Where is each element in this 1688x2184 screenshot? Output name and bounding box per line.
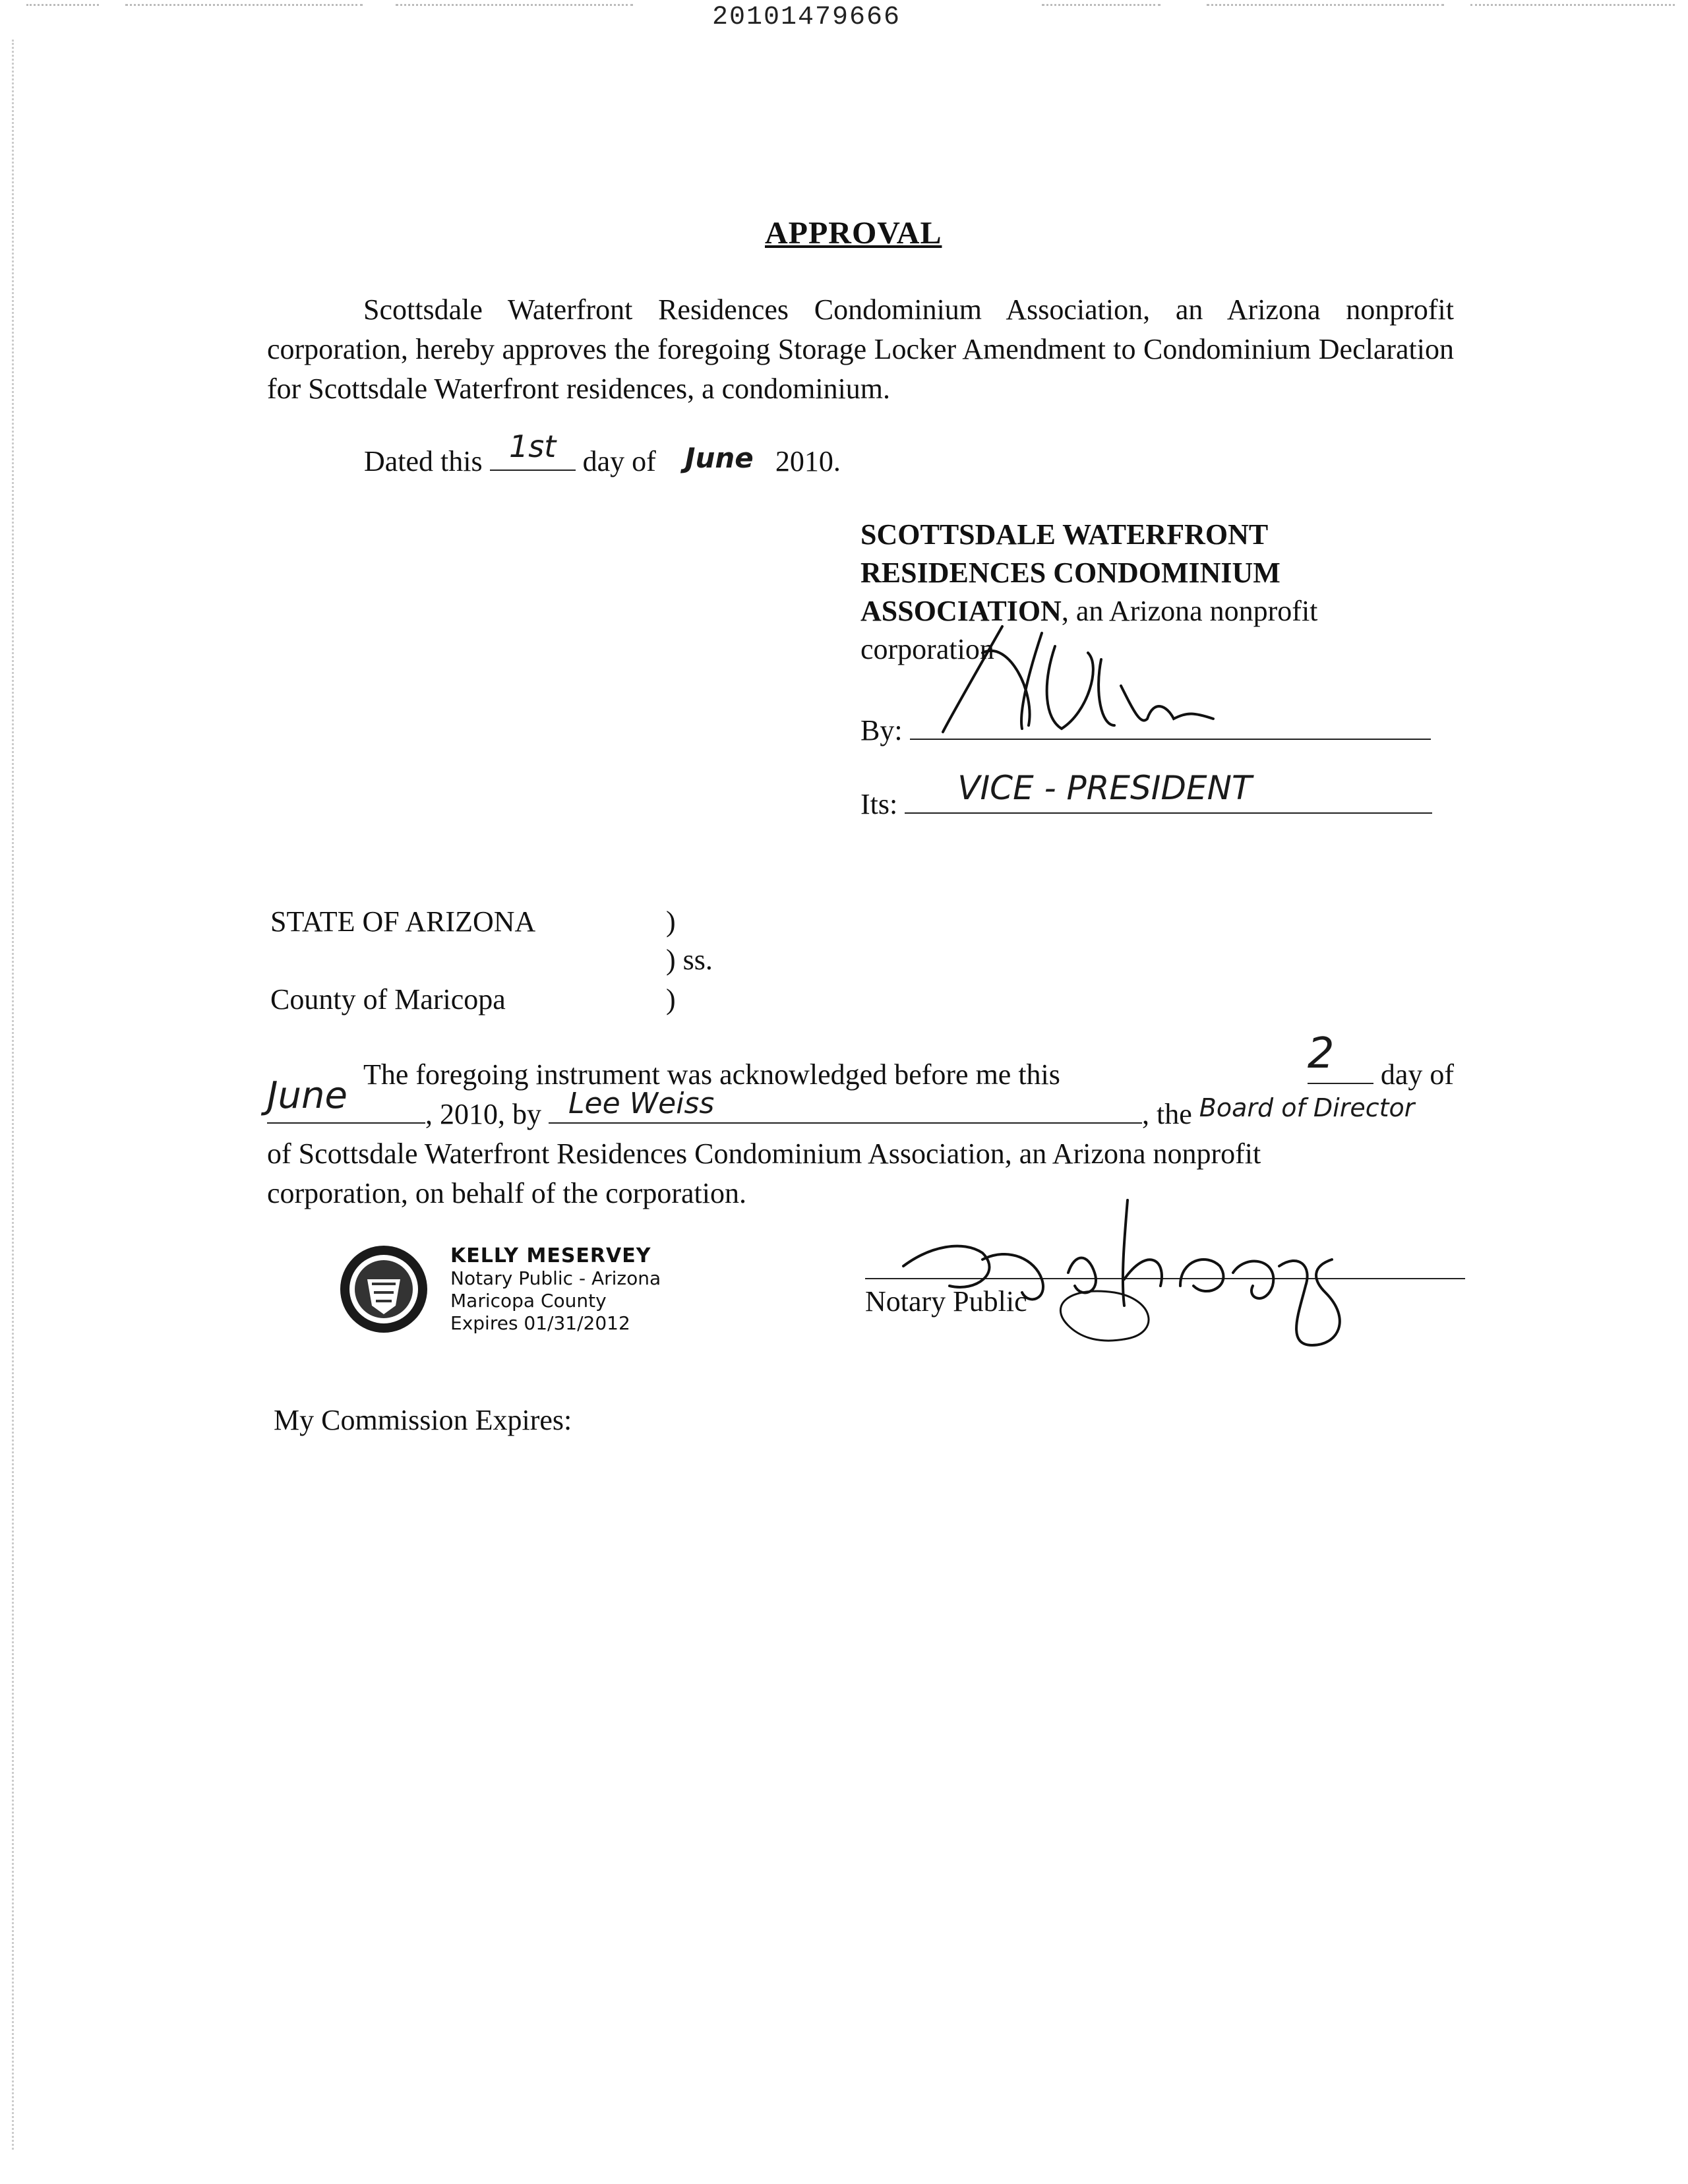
dated-day-handwritten: 1st <box>509 429 557 464</box>
dated-day-field <box>490 429 576 471</box>
ack-month-field <box>267 1074 425 1124</box>
ack-year-by: , 2010, by <box>425 1098 541 1130</box>
ack-day-handwritten: 2 <box>1307 1029 1335 1078</box>
notary-stamp-line4: Expires 01/31/2012 <box>450 1312 630 1334</box>
officer-signature <box>903 613 1273 745</box>
page-title: APPROVAL <box>765 216 942 251</box>
entity-name-line1: SCOTTSDALE WATERFRONT <box>860 518 1269 551</box>
entity-name-line3: ASSOCIATION <box>860 595 1062 627</box>
ack-month-handwritten: June <box>267 1074 347 1117</box>
venue-paren-open: ) <box>666 905 676 938</box>
scan-edge <box>12 40 14 2150</box>
ack-name-field <box>549 1087 1142 1124</box>
ack-title-handwritten: Board of Director <box>1199 1093 1415 1122</box>
dated-line <box>364 429 841 478</box>
notary-signature <box>851 1187 1391 1358</box>
ack-line3: of Scottsdale Waterfront Residences Condominium Association, an Arizona nonprofit <box>267 1138 1261 1170</box>
by-label: By: <box>860 714 903 746</box>
ack-title-field <box>1199 1093 1450 1124</box>
notary-stamp-name: KELLY MESERVEY <box>450 1244 651 1267</box>
entity-name-line2: RESIDENCES CONDOMINIUM <box>860 557 1281 589</box>
scan-artifact <box>26 4 99 15</box>
dated-prefix: Dated this <box>364 445 483 477</box>
its-label: Its: <box>860 788 898 820</box>
its-handwritten: VICE - PRESIDENT <box>957 769 1252 807</box>
its-field <box>905 769 1432 814</box>
ack-name-handwritten: Lee Weiss <box>568 1087 715 1120</box>
venue-county: County of Maricopa <box>270 983 506 1016</box>
notary-stamp-line3: Maricopa County <box>450 1290 607 1312</box>
ack-the: , the <box>1142 1098 1192 1130</box>
by-line <box>860 712 1431 747</box>
notary-stamp <box>450 1245 661 1335</box>
dated-middle: day of <box>582 445 656 477</box>
ack-line4: corporation, on behalf of the corporation. <box>267 1177 746 1209</box>
ack-day-field <box>1307 1029 1373 1084</box>
dated-year: 2010. <box>775 445 841 477</box>
scan-artifact <box>125 4 363 15</box>
venue-paren-close: ) <box>666 983 676 1016</box>
entity-name-line4: corporation <box>860 633 994 665</box>
ack-line1-text: The foregoing instrument was acknowledged before me this <box>363 1058 1060 1091</box>
notary-public-label: Notary Public <box>865 1285 1027 1318</box>
scan-artifact <box>1042 4 1160 15</box>
entity-name-suffix: , an Arizona nonprofit <box>1061 595 1318 627</box>
ack-day-of: day of <box>1380 1058 1454 1091</box>
notary-seal-icon <box>338 1243 430 1335</box>
notary-stamp-line2: Notary Public - Arizona <box>450 1267 661 1289</box>
commission-expires-label: My Commission Expires: <box>274 1404 572 1436</box>
by-signature-line <box>910 712 1431 740</box>
venue-state: STATE OF ARIZONA <box>270 905 536 938</box>
approval-paragraph: Scottsdale Waterfront Residences Condominium Association, an Arizona nonprofit corporation, hereby approves the foregoing Storage Locker Amendment to Condominium Declaration for Scottsdale Waterfront residences, a condominium. <box>267 293 1454 405</box>
its-line <box>860 769 1432 821</box>
scan-artifact <box>1207 4 1444 15</box>
dated-month-field <box>663 442 775 474</box>
dated-month-handwritten: June <box>684 442 754 474</box>
scan-artifact <box>1470 4 1675 15</box>
venue-ss: ) ss. <box>666 944 713 976</box>
recording-number: 20101479666 <box>712 3 901 32</box>
scan-artifact <box>396 4 633 15</box>
